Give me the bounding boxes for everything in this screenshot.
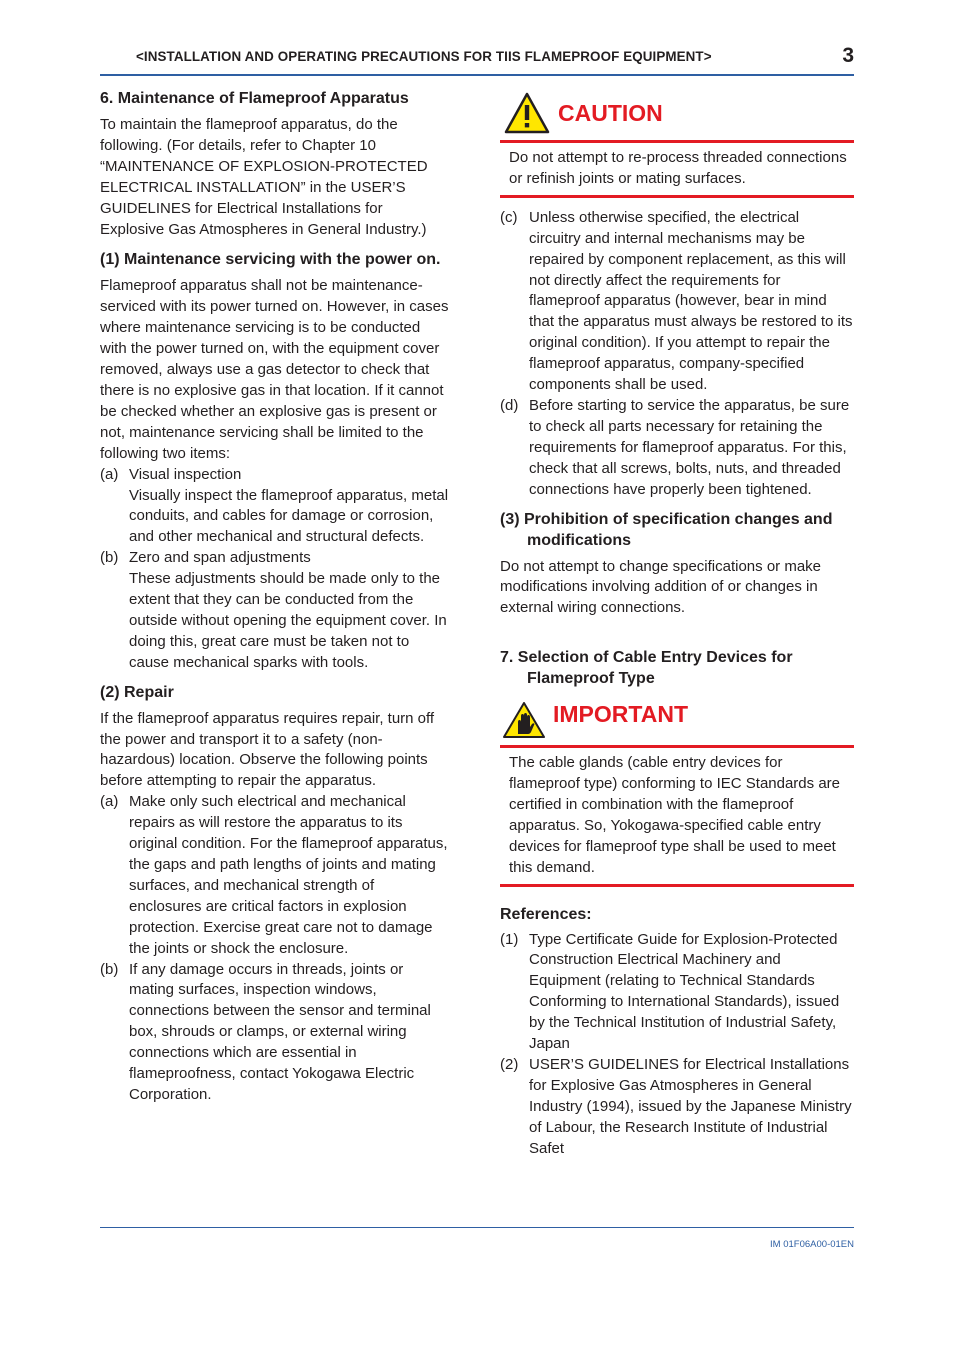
caution-header bbox=[500, 88, 854, 143]
list-item bbox=[500, 208, 854, 396]
list-item bbox=[100, 792, 450, 959]
document-code: IM 01F06A00-01EN bbox=[770, 1239, 854, 1250]
reference-item bbox=[500, 930, 854, 1055]
left-column bbox=[100, 88, 450, 1106]
page-header bbox=[100, 44, 854, 76]
section-6-intro: To maintain the flameproof apparatus, do the following. (For details, refer to Chapter 10 “MAINTENANCE OF EXPLOSION-PROTECTED ELECTRICAL INSTALLATION” in the USER’S GUIDELINES for Electrical Installations for Explosive Gas Atmospheres in General Industry.) bbox=[100, 116, 428, 238]
caution-box bbox=[500, 88, 854, 198]
reference-text: Type Certificate Guide for Explosion-Protected Construction Electrical Machinery and Equipment (relating to Technical Standards Conforming to International Standards), issued by the Technical Institution of Industrial Safety, Japan bbox=[529, 930, 840, 1053]
list-marker: (2) bbox=[500, 1056, 519, 1073]
important-title: IMPORTANT bbox=[553, 701, 689, 728]
header-title: <INSTALLATION AND OPERATING PRECAUTIONS FOR TIIS FLAMEPROOF EQUIPMENT> bbox=[136, 49, 712, 64]
important-header bbox=[500, 689, 854, 748]
subsection-1-heading: (1) Maintenance servicing with the power on. bbox=[100, 251, 441, 269]
list-item-text: These adjustments should be made only to the extent that they can be conducted from the outside without opening the equipment cover. In doing this, great care must be taken not to cause mechanical sparks with tools. bbox=[129, 570, 447, 671]
page-number: 3 bbox=[842, 44, 854, 67]
list-item-text: Before starting to service the apparatus, be sure to check all parts necessary for retaining the requirements for flameproof apparatus. For this, check that all screws, bolts, nuts, and threaded connections have properly been tightened. bbox=[529, 396, 850, 498]
raised-hand-icon bbox=[502, 701, 546, 744]
important-box bbox=[500, 689, 854, 886]
subsection-2-heading: (2) Repair bbox=[100, 683, 174, 701]
references-heading: References: bbox=[500, 905, 592, 923]
list-marker: (c) bbox=[500, 208, 518, 226]
warning-triangle-icon bbox=[504, 92, 550, 139]
important-text: The cable glands (cable entry devices for flameproof type) conforming to IEC Standards are certified in combination with the flameproof apparatus. So, Yokogawa-specified cable entry devices for flameproof type shall be used to meet this demand. bbox=[500, 748, 854, 886]
subsection-3-body: Do not attempt to change specifications or make modifications involving addition of or changes in external wiring connections. bbox=[500, 557, 822, 617]
list-item-title: Zero and span adjustments bbox=[129, 549, 311, 567]
list-item-text: If any damage occurs in threads, joints or mating surfaces, inspection windows, connections between the sensor and terminal box, shrouds or clamps, or external wiring connections which are essential in flameproofness, contact Yokogawa Electric Corporation. bbox=[129, 960, 431, 1103]
list-item bbox=[100, 465, 450, 549]
list-item-text: Visually inspect the flameproof apparatus, metal conduits, and cables for damage or corrosion, and other mechanical and structural defects. bbox=[129, 486, 449, 546]
list-marker: (b) bbox=[100, 960, 119, 978]
list-marker: (a) bbox=[100, 465, 119, 483]
caution-title: CAUTION bbox=[558, 100, 663, 126]
section-6-heading: 6. Maintenance of Flameproof Apparatus bbox=[100, 90, 409, 107]
footer-rule bbox=[100, 1227, 854, 1228]
list-item bbox=[500, 396, 854, 501]
list-item bbox=[100, 548, 450, 673]
list-item-title: Visual inspection bbox=[129, 465, 242, 483]
list-marker: (1) bbox=[500, 930, 519, 948]
section-7-heading: 7. Selection of Cable Entry Devices for Flameproof Type bbox=[500, 649, 793, 688]
subsection-2-body: If the flameproof apparatus requires repair, turn off the power and transport it to a safety (non-hazardous) location. Observe the following points before attempting to repair the apparatus. bbox=[100, 709, 435, 790]
right-column bbox=[500, 88, 854, 1160]
list-item-text: Make only such electrical and mechanical repairs as will restore the apparatus to its original condition. For the flameproof apparatus, the gaps and path lengths of joints and mating surfaces, and mechanical strength of enclosures are critical factors in explosion protection. Exercise great care not to damage the joints or shock the enclosure. bbox=[129, 793, 448, 957]
list-marker: (b) bbox=[100, 549, 119, 567]
list-marker: (a) bbox=[100, 793, 119, 811]
list-item-text: Unless otherwise specified, the electrical circuitry and internal mechanisms may be repaired by component replacement, as this will not directly affect the requirements for flameproof apparatus (however, bear in mind that the apparatus must always be restored to its original condition). If you attempt to repair the flameproof apparatus, company-specified components shall be used. bbox=[529, 208, 853, 394]
list-item bbox=[100, 960, 450, 1106]
subsection-1-body: Flameproof apparatus shall not be maintenance-serviced with its power turned on. However, in cases where maintenance servicing is to be conducted with the power turned on, with the equipment cover removed, always use a gas detector to check that there is no explosive gas in that location. If it cannot be checked whether an explosive gas is present or not, maintenance servicing shall be limited to the following two items: bbox=[100, 277, 449, 462]
reference-text: USER’S GUIDELINES for Electrical Installations for Explosive Gas Atmospheres in General Industry (1994), issued by the Japanese Ministry of Labour, the Research Institute of Industrial Safet bbox=[529, 1056, 852, 1157]
reference-item bbox=[500, 1055, 854, 1160]
list-marker: (d) bbox=[500, 396, 519, 414]
subsection-3-heading: (3) Prohibition of specification changes and modifications bbox=[500, 510, 833, 549]
caution-text: Do not attempt to re-process threaded connections or refinish joints or mating surfaces. bbox=[500, 143, 854, 198]
